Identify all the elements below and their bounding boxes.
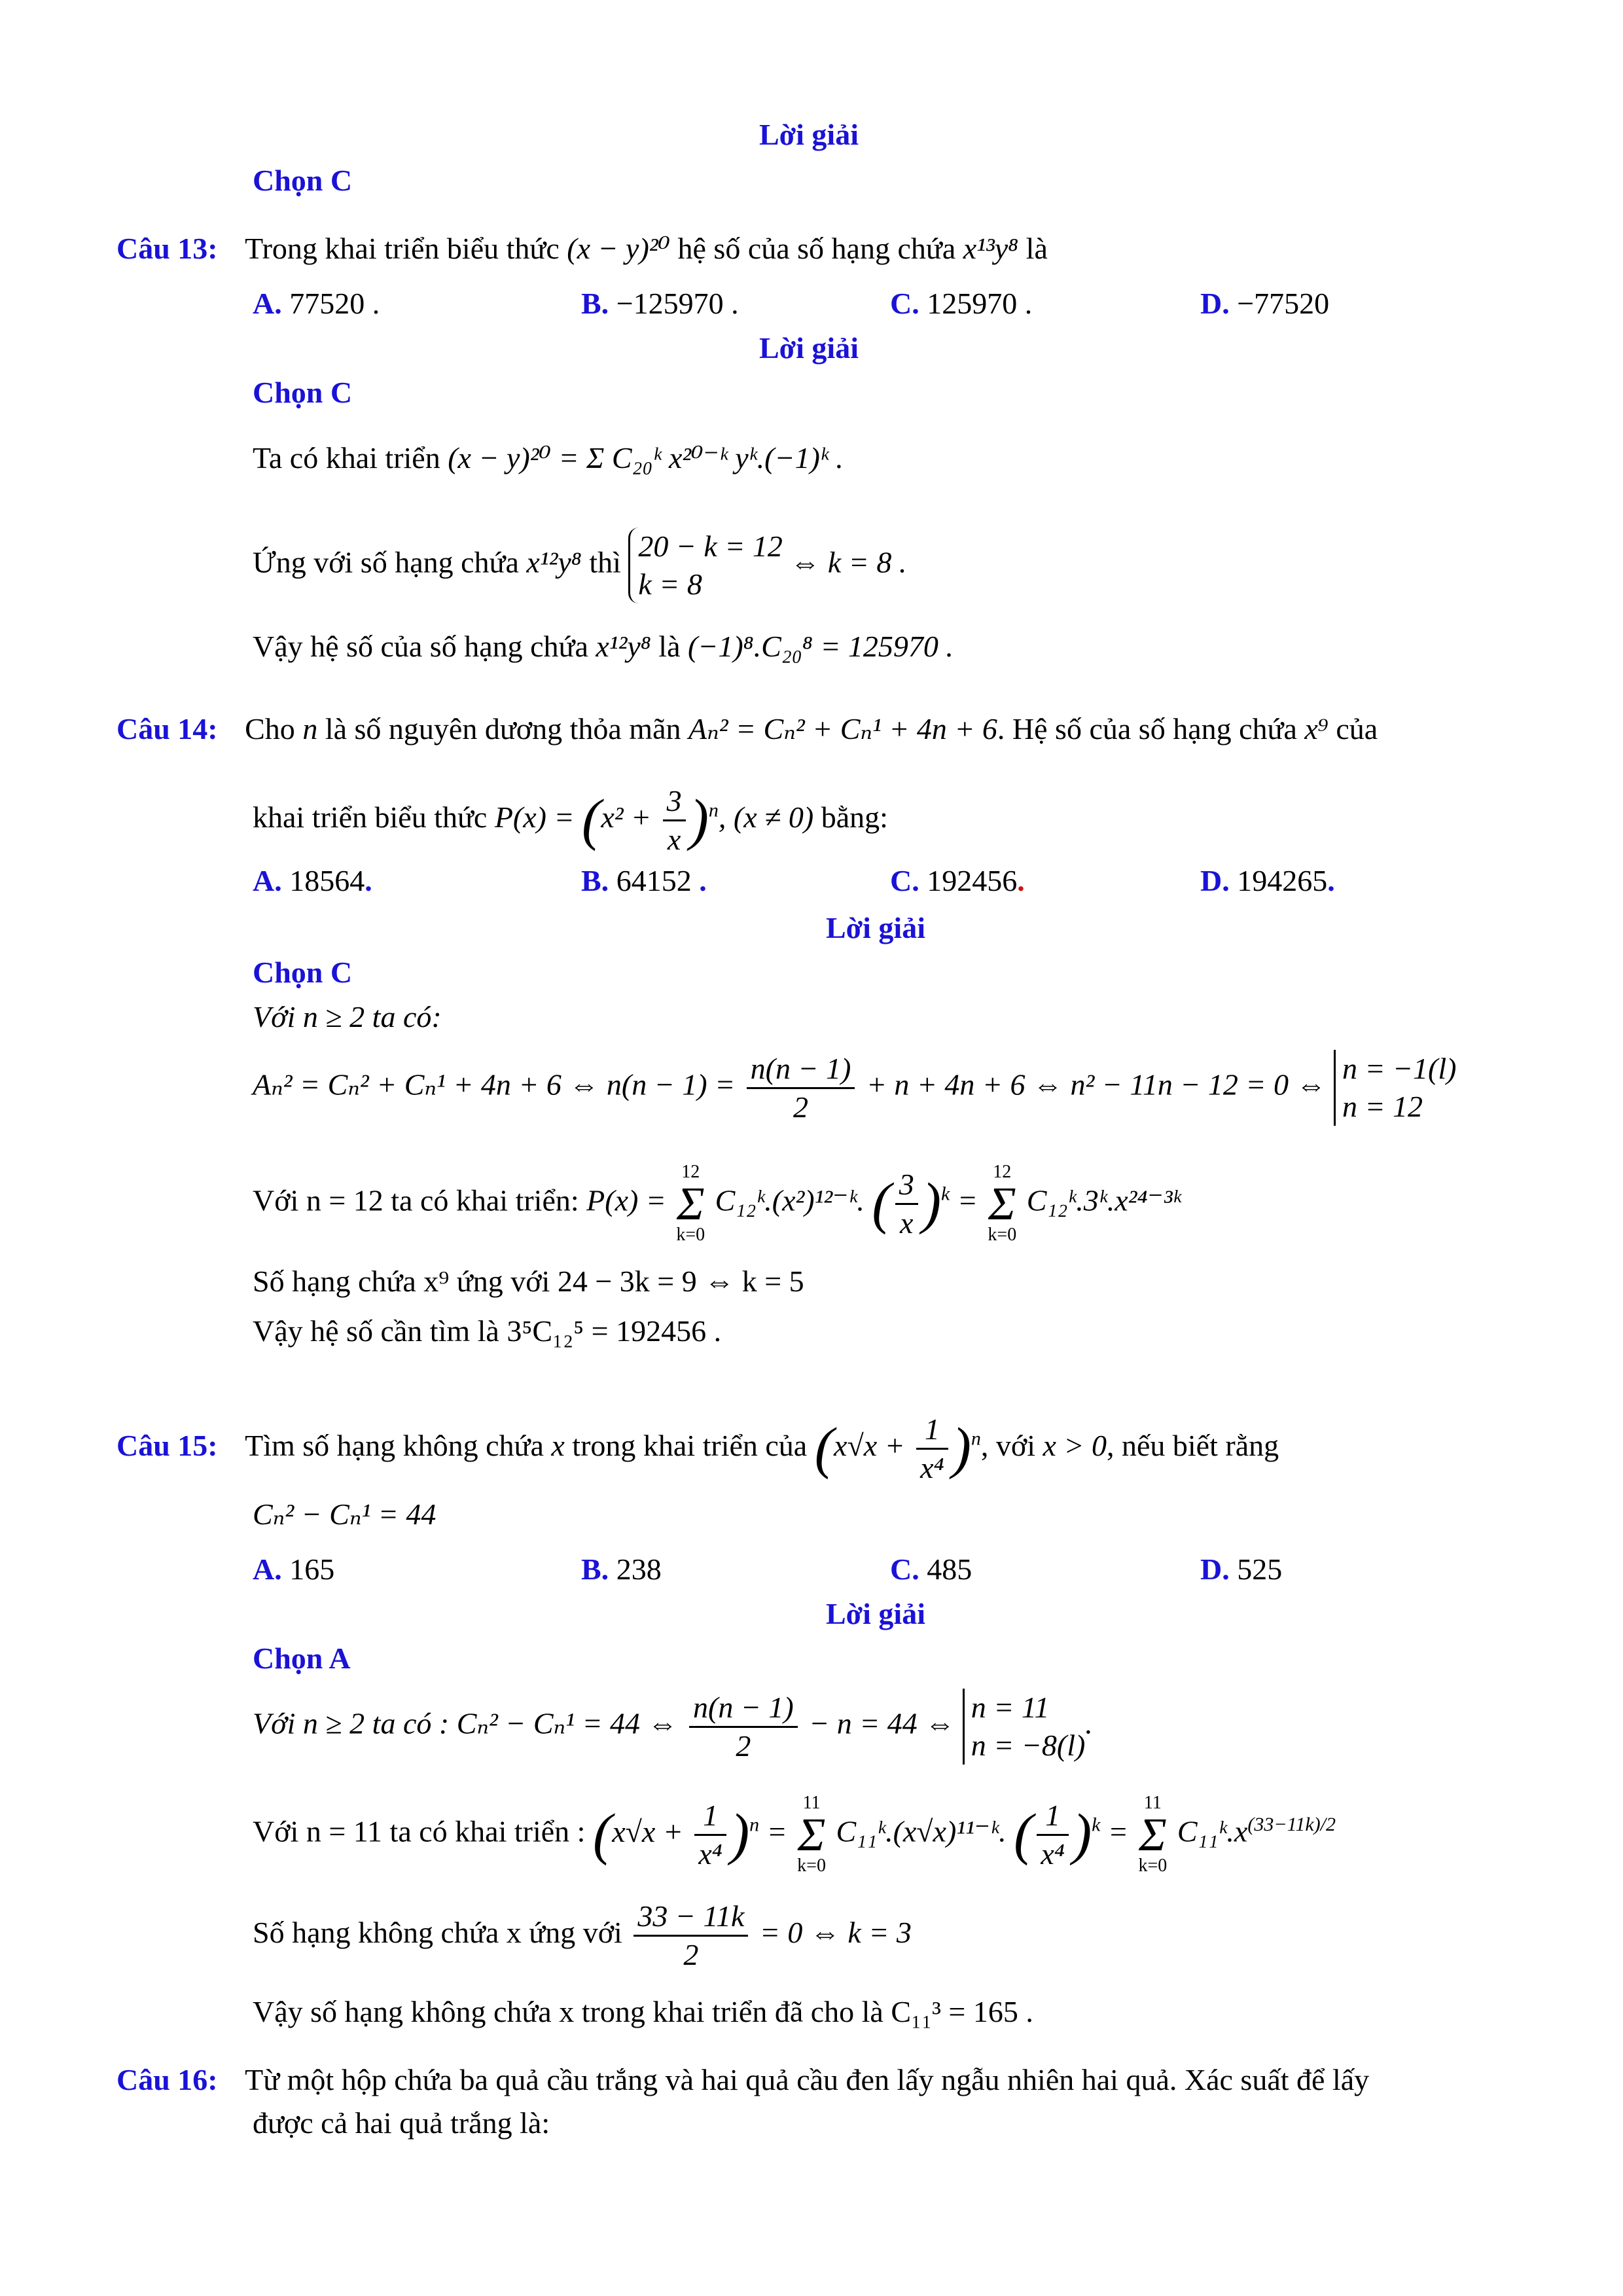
option-c: C. 192456.	[890, 864, 1025, 897]
step-text: Ứng với số hạng chứa	[253, 545, 519, 579]
summation: 11 Σ k=0	[1138, 1793, 1168, 1876]
option-value: 238	[616, 1552, 662, 1586]
math-variable: n	[302, 712, 318, 745]
question-text: là	[1026, 232, 1048, 265]
option-letter: A.	[253, 1552, 282, 1586]
math-expression: C₁₁ᵏ.x	[1177, 1814, 1248, 1848]
option-d	[1200, 285, 1329, 322]
option-b: B. 64152 .	[581, 864, 707, 897]
question-text: , nếu biết rằng	[1106, 1429, 1279, 1463]
exponent: (33−11k)/2	[1247, 1814, 1336, 1836]
solution-step	[253, 1898, 912, 1973]
math-expression: ( $\frac{1}{\text{x⁴}}$ )$^k$ =	[1014, 1798, 1129, 1871]
option-value: −125970 .	[616, 287, 739, 320]
option-letter: B.	[581, 287, 609, 320]
option-d	[1200, 1551, 1282, 1588]
math-term: x¹²y⁸	[596, 630, 651, 663]
solution-step: Vậy hệ số cần tìm là 3⁵C₁₂⁵ = 192456 .	[253, 1314, 722, 1348]
math-expression: (x√x + $\frac{1}{\text{x⁴}}$ )$^n$	[814, 1412, 981, 1484]
question-15	[116, 1411, 1508, 1486]
option-letter: D.	[1200, 864, 1230, 897]
question-15-condition: Cₙ² − Cₙ¹ = 44	[253, 1498, 437, 1531]
question-text: Từ một hộp chứa ba quả cầu trắng và hai quả cầu đen lấy ngẫu nhiên hai quả. Xác suất để lấy	[245, 2063, 1370, 2096]
equation-system	[628, 528, 783, 603]
option-value: 194265	[1237, 864, 1328, 897]
math-expression: =	[957, 1183, 986, 1217]
step-text: Ta có khai triển	[253, 441, 440, 475]
system-line: 20 − k = 12	[638, 529, 783, 563]
option-value: 64152	[616, 864, 692, 897]
question-16-line-2: được cả hai quả trắng là:	[253, 2106, 550, 2140]
question-text: hệ số của số hạng chứa	[677, 232, 956, 265]
question-text: . Hệ số của số hạng chứa	[997, 712, 1297, 745]
question-label: Câu 13:	[116, 232, 218, 265]
option-a: A. 18564.	[253, 864, 372, 897]
option-a	[253, 285, 380, 322]
system-line: k = 8	[638, 567, 702, 601]
option-letter: B.	[581, 864, 609, 897]
option-d: D. 194265.	[1200, 864, 1335, 897]
question-16	[116, 2062, 1508, 2098]
answer-choice: Chọn C	[253, 956, 353, 989]
math-expression: (x − y)²⁰	[567, 232, 670, 265]
option-value: 165	[289, 1552, 335, 1586]
step-text: Với n = 11 ta có khai triển :	[253, 1814, 586, 1848]
step-text: Số hạng không chứa x ứng với	[253, 1916, 622, 1950]
question-14	[116, 711, 1508, 747]
option-value: 192456	[927, 864, 1018, 897]
solution-step: Vậy số hạng không chứa x trong khai triển đã cho là C₁₁³ = 165 .	[253, 1995, 1033, 2028]
math-variable: x	[551, 1429, 565, 1463]
solution-step: Số hạng chứa x⁹ ứng với 24 − 3k = 9 ⇔ k = 5	[253, 1265, 804, 1298]
summation: 12 Σ k=0	[988, 1162, 1017, 1245]
question-text: , với	[980, 1429, 1036, 1463]
math-expression: C₁₂ᵏ.(x²)¹²⁻ᵏ.	[715, 1183, 865, 1217]
step-text: thì	[589, 545, 621, 579]
solution-set	[1334, 1050, 1457, 1126]
math-term: x¹²y⁸	[526, 545, 582, 579]
option-letter: C.	[890, 864, 919, 897]
option-letter: B.	[581, 1552, 609, 1586]
answer-choice: Chọn C	[253, 376, 353, 409]
option-value: 125970 .	[927, 287, 1033, 320]
solution-step	[253, 440, 844, 476]
answer-choice: Chọn C	[253, 164, 353, 197]
fraction	[633, 1898, 748, 1973]
math-expression: P(x) = (x² + $\frac{3}{x}$ )$^n$, (x ≠ 0)	[494, 784, 814, 856]
step-text: là	[658, 630, 681, 663]
option-value: 77520 .	[289, 287, 380, 320]
math-term: x⁹	[1304, 712, 1329, 745]
root: n = −1(l)	[1342, 1052, 1457, 1085]
math-expression: + n + 4n + 6 ⇔ n² − 11n − 12 = 0 ⇔	[866, 1067, 1327, 1102]
fraction	[689, 1689, 798, 1765]
summation: 12 Σ k=0	[676, 1162, 705, 1245]
option-c	[890, 1551, 972, 1588]
numerator: n(n − 1)	[747, 1050, 855, 1089]
math-result: (−1)⁸.C₂₀⁸ = 125970 .	[688, 630, 954, 663]
math-expression: C₁₂ᵏ.3ᵏ.x²⁴⁻³ᵏ	[1026, 1183, 1181, 1217]
solution-step: Với n ≥ 2 ta có:	[253, 1000, 442, 1033]
option-b	[581, 285, 739, 322]
question-text: khai triển biểu thức	[253, 800, 488, 834]
solution-set	[963, 1689, 1086, 1765]
option-letter: D.	[1200, 1552, 1230, 1586]
question-text: trong khai triển của	[572, 1429, 808, 1463]
math-condition: x > 0	[1043, 1429, 1107, 1463]
solution-heading: Lời giải	[759, 118, 859, 151]
solution-step	[253, 1162, 1181, 1245]
math-term: x¹³y⁸	[963, 232, 1019, 265]
question-13	[116, 230, 1048, 267]
step-text: Với n = 12 ta có khai triển:	[253, 1183, 579, 1217]
solution-step	[253, 1793, 1336, 1876]
denominator: 2	[683, 1938, 699, 1971]
option-b	[581, 1551, 662, 1588]
fraction	[747, 1050, 855, 1126]
option-a	[253, 1551, 334, 1588]
numerator: n(n − 1)	[689, 1689, 798, 1728]
math-expression: C₁₁ᵏ.(x√x)¹¹⁻ᵏ.	[836, 1814, 1007, 1848]
solution-step	[253, 528, 906, 603]
denominator: 2	[736, 1729, 751, 1763]
option-value: 485	[927, 1552, 972, 1586]
option-letter: D.	[1200, 287, 1230, 320]
option-c	[890, 285, 1032, 322]
solution-step	[253, 1050, 1456, 1126]
root: n = −8(l)	[971, 1729, 1086, 1762]
question-label: Câu 16:	[116, 2063, 218, 2096]
question-text: bằng:	[821, 800, 888, 834]
option-letter: A.	[253, 287, 282, 320]
denominator: 2	[793, 1090, 808, 1124]
math-expression: (x − y)²⁰ = Σ C₂₀ᵏ x²⁰⁻ᵏ yᵏ.(−1)ᵏ .	[448, 441, 844, 475]
question-label: Câu 15:	[116, 1429, 218, 1463]
question-text: Tìm số hạng không chứa	[245, 1429, 544, 1463]
solution-step: Với n ≥ 2 ta có : Cₙ² − Cₙ¹ = 44 ⇔ $\frac{n(n - 1)}{2}$ − n = 44 ⇔ n = 11 n = −8(l) .	[253, 1689, 1093, 1765]
answer-choice: Chọn A	[253, 1641, 351, 1675]
solution-heading: Lời giải	[759, 331, 859, 365]
option-value: −77520	[1237, 287, 1330, 320]
question-text: của	[1336, 712, 1378, 745]
math-expression: P(x) =	[586, 1183, 666, 1217]
math-expression: − n = 44 ⇔	[809, 1706, 955, 1740]
summation: 11 Σ k=0	[797, 1793, 826, 1876]
option-value: 525	[1237, 1552, 1283, 1586]
math-expression: ( $\frac{3}{x}$ )$^k$	[872, 1167, 950, 1240]
option-value: 18564	[289, 864, 365, 897]
step-text: Vậy hệ số của số hạng chứa	[253, 630, 588, 663]
math-expression: Với n ≥ 2 ta có : Cₙ² − Cₙ¹ = 44 ⇔	[253, 1706, 678, 1740]
math-result: ⇔ k = 8 .	[790, 545, 907, 579]
solution-heading: Lời giải	[826, 1597, 925, 1630]
option-letter: C.	[890, 287, 919, 320]
question-14-line-2	[253, 783, 888, 858]
numerator: 33 − 11k	[633, 1898, 748, 1937]
option-letter: C.	[890, 1552, 919, 1586]
math-expression: (x√x + $\frac{1}{\text{x⁴}}$ )$^n$ =	[592, 1798, 787, 1871]
math-expression: Aₙ² = Cₙ² + Cₙ¹ + 4n + 6	[688, 712, 997, 745]
option-letter: A.	[253, 864, 282, 897]
question-text: Trong khai triển biểu thức	[245, 232, 560, 265]
question-text: là số nguyên dương thỏa mãn	[325, 712, 681, 745]
question-label: Câu 14:	[116, 712, 218, 745]
root: n = 11	[971, 1691, 1050, 1724]
root: n = 12	[1342, 1090, 1423, 1123]
solution-heading: Lời giải	[826, 911, 925, 944]
math-result: = 0 ⇔ k = 3	[759, 1916, 912, 1950]
solution-step	[253, 628, 954, 665]
math-expression: Aₙ² = Cₙ² + Cₙ¹ + 4n + 6 ⇔ n(n − 1) =	[253, 1067, 736, 1102]
question-text: Cho	[245, 712, 295, 745]
